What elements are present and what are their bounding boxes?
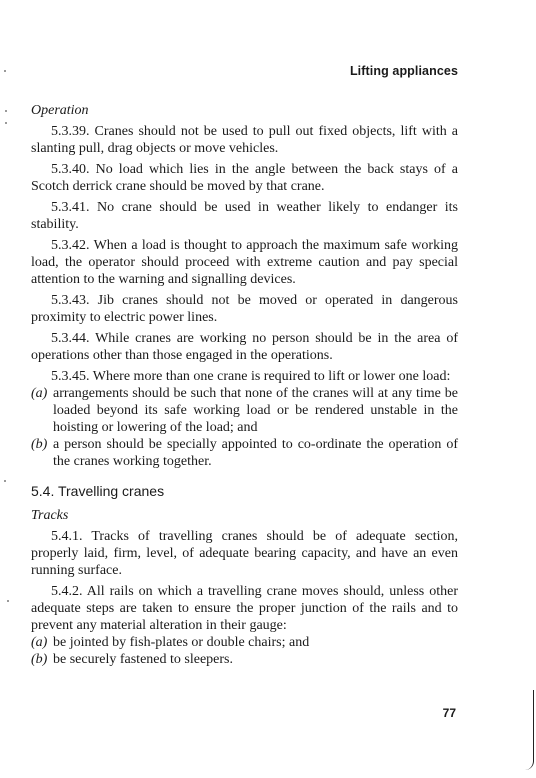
paragraph-5-3-42: 5.3.42. When a load is thought to approach the maximum safe working load, the operator should proceed with extreme caution and pay special attention to the warning and signalling devices. — [31, 238, 458, 287]
list-item-label: (a) — [31, 386, 48, 401]
paragraph-5-3-44: 5.3.44. While cranes are working no person should be in the area of operations other than those engaged in the operations. — [31, 331, 458, 363]
page-body — [31, 102, 458, 668]
subheading-operation: Operation — [31, 103, 89, 118]
paragraph-5-3-43: 5.3.43. Jib cranes should not be moved or operated in dangerous proximity to electric power lines. — [31, 293, 458, 325]
list-item-text: be securely fastened to sleepers. — [53, 652, 233, 667]
list-item — [31, 634, 458, 651]
page-edge-line — [525, 690, 534, 770]
page-number: 77 — [442, 706, 456, 720]
list-item-label: (a) — [31, 635, 48, 650]
scan-speck — [5, 110, 7, 112]
paragraph-5-3-41: 5.3.41. No crane should be used in weather likely to endanger its stability. — [31, 200, 458, 232]
paragraph-5-3-39: 5.3.39. Cranes should not be used to pull out fixed objects, lift with a slanting pull, drag objects or move vehicles. — [31, 124, 458, 156]
section-heading: 5.4. Travelling cranes — [31, 483, 165, 499]
paragraph-5-3-45: 5.3.45. Where more than one crane is required to lift or lower one load: — [51, 369, 451, 384]
list-item-label: (b) — [31, 437, 48, 452]
list-item — [31, 385, 458, 436]
scan-speck — [4, 480, 6, 482]
scan-speck — [5, 122, 7, 124]
running-head: Lifting appliances — [349, 64, 458, 78]
list-item-text: be jointed by fish-plates or double chairs; and — [53, 635, 310, 650]
list-item-text: a person should be specially appointed to co-ordinate the operation of the cranes working together. — [53, 437, 458, 469]
list-item — [31, 651, 458, 668]
scan-speck — [7, 600, 9, 602]
list-item-label: (b) — [31, 652, 48, 667]
subheading-tracks: Tracks — [31, 508, 69, 523]
list-item — [31, 436, 458, 470]
paragraph-5-3-40: 5.3.40. No load which lies in the angle between the back stays of a Scotch derrick crane should be moved by that crane. — [31, 162, 458, 194]
scan-speck — [4, 70, 6, 72]
paragraph-5-4-1: 5.4.1. Tracks of travelling cranes should be of adequate section, properly laid, firm, level, of adequate bearing capacity, and have an even running surface. — [31, 529, 458, 578]
paragraph-5-4-2: 5.4.2. All rails on which a travelling crane moves should, unless other adequate steps are taken to ensure the proper junction of the rails and to prevent any material alteration in their gauge: — [31, 584, 458, 633]
list-item-text: arrangements should be such that none of the cranes will at any time be loaded beyond its safe working load or be rendered unstable in the hoisting or lowering of the load; and — [53, 386, 458, 435]
